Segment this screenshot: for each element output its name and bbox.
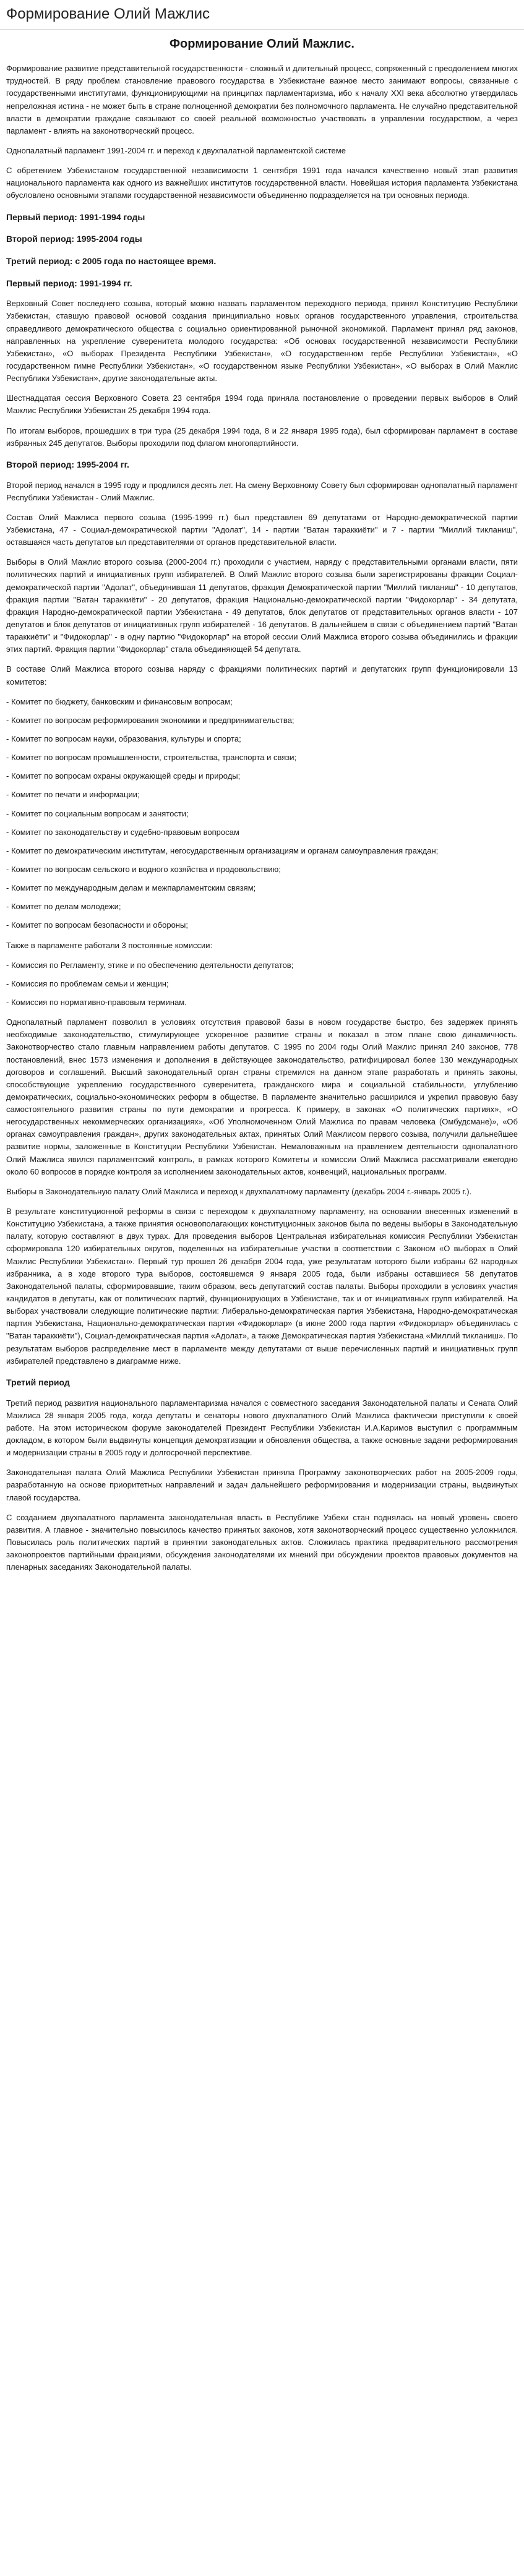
paragraph: Однопалатный парламент позволил в условиях отсутствия правовой базы в новом государстве быстро, без задержек принять необходимые законодательство, стимулирующее ускоренное развитие страны и показал в этом плане свою динамичность. Законотворчество стало главным направлением работы депутатов. С 1995 по 2004 годы Олий Мажлис принял 240 законов, 778 постановлений, внес 1573 изменения и дополнения в действующее законодательство, ратифицировал более 130 международных договоров и соглашений. Высший законодательный орган страны стремился на данном этапе разработать и принять законы, способствующие укреплению государственного суверенитета, гражданского мира и социальной стабильности, углублению демократических, социально-экономических реформ в обществе. В парламенте значительно расширился и укрепил правовую базу самостоятельного развития страны по пути демократии и прогресса. К примеру, в законах «О политических партиях», «О негосударственных некоммерческих организациях», «Об Уполномоченном Олий Мажлиса по правам человека (Омбудсмане)», «Об органах самоуправления граждан», других законодательных актах, принятых Олий Мажлисом первого созыва, получили дальнейшее развитие нормы, заложенные в Конституции Республики Узбекистан. Немаловажным на правлением деятельности однопалатного Олий Мажлиса явился парламентский контроль, в рамках которого Комитеты и комиссии Олий Мажлиса рассматривали ежегодно около 60 вопросов в порядке контроля за исполнением законодательных актов, конвенций, национальных программ.: [6, 1017, 518, 1176]
period-overview-heading: Третий период: с 2005 года по настоящее время.: [6, 255, 217, 266]
committee-item: - Комитет по вопросам промышленности, строительства, транспорта и связи;: [6, 753, 297, 763]
intro-paragraph: С обретением Узбекистаном государственной независимости 1 сентября 1991 года начался качественно новый этап развития национального парламента как одного из важнейших институтов государственной власти. Новейшая история парламента Узбекистана обусловлено основными этапами государственной независимости объединенно подразделяется на три основных периода.: [6, 166, 518, 200]
period-three-paragraph: Законодательная палата Олий Мажлиса Республики Узбекистан приняла Программу законотворческих работ на 2005-2009 годы, разработанную на основе приоритетных направлений и задач дальнейшего реформирования и модернизации страны, выдвинутых главой государства.: [6, 1468, 518, 1502]
committee-item: - Комитет по вопросам науки, образования, культуры и спорта;: [6, 734, 241, 743]
committee-item: - Комитет по вопросам реформирования экономики и предпринимательства;: [6, 715, 294, 725]
period-three-paragraph: С созданием двухпалатного парламента законодательная власть в Республике Узбеки стан поднялась на новый уровень своего развития. А главное - значительно повысилось качество принятых законов, хотя законотворческий процесс существенно усложнился. Повысилась роль политических партий в принятии законодательных актов. Сложилась практика предварительного рассмотрения законопроектов партийными фракциями, обсуждения законодателями их мнений при обсуждении проектов правовых документов на пленарных заседаниях Законодательной палаты.: [6, 1512, 518, 1572]
period-two-heading: Второй период: 1995-2004 гг.: [6, 459, 129, 469]
commission-list: [6, 959, 518, 1009]
period-two-paragraph: Второй период начался в 1995 году и продлился десять лет. На смену Верховному Совету был сформирован однопалатный парламент Республики Узбекистан - Олий Мажлис.: [6, 480, 518, 502]
committee-item: - Комитет по социальным вопросам и занятости;: [6, 808, 189, 818]
committee-item: - Комитет по печати и информации;: [6, 790, 140, 800]
committee-list: [6, 696, 518, 932]
period-one-paragraph: По итогам выборов, прошедших в три тура (25 декабря 1994 года, 8 и 22 января 1995 года), был сформирован парламент в составе избранных 245 депутатов. Выборы проходили под флагом многопартийности.: [6, 426, 518, 448]
committee-item: - Комитет по бюджету, банковским и финансовым вопросам;: [6, 696, 233, 706]
period-overview-heading: Первый период: 1991-1994 годы: [6, 212, 145, 222]
period-one-paragraph: Шестнадцатая сессия Верховного Совета 23 сентября 1994 года приняла постановление о проведении первых выборов в Олий Мажлис Республики Узбекистан 25 декабря 1994 года.: [6, 393, 518, 416]
paragraph: Выборы в Законодательную палату Олий Мажлиса и переход к двухпалатному парламенту (декабрь 2004 г.-январь 2005 г.).: [6, 1186, 472, 1196]
article-heading: Формирование Олий Мажлис.: [169, 37, 354, 51]
page-title: Формирование Олий Мажлис: [6, 6, 210, 22]
period-two-paragraph: Выборы в Олий Мажлис второго созыва (2000-2004 гг.) проходили с участием, наряду с представительными органами власти, пяти политических партий и инициативных групп избирателей. В Олий Мажлис второго созыва были зарегистрированы фракции Социал-демократической партии "Адолат", объединившая 11 депутатов, фракция Демократической партии "Миллий тикланиш" - 10 депутатов, фракция партии "Ватан тараккиёти" - 20 депутатов, фракция Национально-демократической партии "Фидокорлар" - 34 депутата, фракция Народно-демократической партии Узбекистана - 49 депутатов, блок депутатов от представительных органов власти - 107 депутатов и блок депутатов от инициативных групп избирателей - 16 депутатов. В дальнейшем в связи с объединением партий "Ватан тараккиёти" и "Фидокорлар" - в одну партию "Фидокорлар" на второй сессии Олий Мажлиса второго созыва объединились и фракции этих партий. Фракция партии "Фидокорлар" стала объединяющей 54 депутата.: [6, 557, 518, 654]
period-overview-heading: Второй период: 1995-2004 годы: [6, 234, 142, 244]
committee-item: - Комитет по законодательству и судебно-правовым вопросам: [6, 827, 239, 837]
committee-item: - Комитет по вопросам безопасности и обороны;: [6, 920, 188, 930]
article-body: [0, 35, 524, 1573]
commission-item: - Комиссия по проблемам семьи и женщин;: [6, 978, 169, 988]
committee-item: - Комитет по вопросам охраны окружающей среды и природы;: [6, 771, 241, 781]
commissions-intro: Также в парламенте работали 3 постоянные комиссии:: [6, 940, 213, 950]
commission-item: - Комиссия по нормативно-правовым терминам.: [6, 997, 187, 1007]
period-three-heading: Третий период: [6, 1377, 70, 1387]
period-one-paragraph: Верховный Совет последнего созыва, который можно назвать парламентом переходного периода, принял Конституцию Республики Узбекистан, ставшую правовой основой создания принципиально новых органов государственного управления, строительства справедливого демократического общества с социально ориентированной рыночной экономикой. Парламент принял ряд законов, направленных на укрепление суверенитета молодого государства: «Об основах государственной независимости Республики Узбекистан», «О выборах Президента Республики Узбекистан», «О государственном гербе Республики Узбекистан», «О государственном гимне Республики Узбекистан», «О государственном языке Республики Узбекистан», «О выборах в Олий Мажлис Республики Узбекистан», другие законодательные акты.: [6, 299, 518, 383]
period-two-paragraph: Состав Олий Мажлиса первого созыва (1995-1999 гг.) был представлен 69 депутатами от Народно-демократической партии Узбекистана, 47 - Социал-демократической партии "Адолат", 14 - партии "Ватан тараккиёти" и 7 - партии "Миллий тикланиш", оставшаяся часть депутатов ыл представителями от органов представительной власти.: [6, 512, 518, 547]
committee-item: - Комитет по демократическим институтам, негосударственным организациям и органам самоуправления граждан;: [6, 845, 439, 855]
page-header: [0, 0, 524, 30]
paragraph: В результате конституционной реформы в связи с переходом к двухпалатному парламенту, на основании внесенных изменений в Конституцию Узбекистана, а также принятия основополагающих конституционных законов была по ведены выборы в Законодательную палату, которую составляют в двух турах. Для проведения выборов Центральная избирательная комиссия Республики Узбекистан сформировала 120 избирательных округов, поделенных на избирательные участки в соответствии с Законом «О выборах в Олий Мажлис Республики Узбекистан». Первый тур прошел 26 декабря 2004 года, уже результатам которого были избраны 62 народных избранника, а в ходе второго тура выборов, состоявшемся 9 января 2005 года, были избраны оставшиеся 58 депутатов Законодательной палаты, сформировавшие, таким образом, весь депутатский состав палаты. Выборы проходили в условиях участия кандидатов в депутаты, как от политических партий, функционирующих в Узбекистане, так и от инициативных групп избирателей. На выборах участвовали следующие политические партии: Либерально-демократическая партия Узбекистана, Народно-демократическая партия Узбекистана, Национально-демократическая партия «Фидокорлар» (в июне 2000 года партия «Фидокорлар» объединилась с "Ватан тараккиёти"), Социал-демократическая партия «Адолат», а также Демократическая партия Узбекистана «Миллий тикланиш». По результатам выборов распределение мест в парламенте между депутатами от выше перечисленных партий и инициативных групп избирателей представлено в диаграмме ниже.: [6, 1207, 518, 1366]
period-one-heading: Первый период: 1991-1994 гг.: [6, 278, 132, 288]
committee-item: - Комитет по вопросам сельского и водного хозяйства и продовольствию;: [6, 864, 281, 874]
committee-item: - Комитет по делам молодежи;: [6, 902, 121, 912]
committee-item: - Комитет по международным делам и межпарламентским связям;: [6, 883, 256, 893]
period-three-paragraph: Третий период развития национального парламентаризма начался с совместного заседания Законодательной палаты и Сената Олий Мажлиса 28 января 2005 года, когда депутаты и сенаторы нового двухпалатного Олий Мажлиса фактически приступили к своей работе. На этом историческом форуме законодателей Президент Республики Узбекистан И.А.Каримов выступил с программным докладом, в котором были выдвинуты концепция демократизации и обновления общества, а также основные задачи реформирования и модернизации страны в 2005 году и долгосрочной перспективе.: [6, 1398, 518, 1458]
intro-paragraph: Однопалатный парламент 1991-2004 гг. и переход к двухпалатной парламентской системе: [6, 146, 346, 156]
period-two-paragraph: В составе Олий Мажлиса второго созыва наряду с фракциями политических партий и депутатских групп функционировали 13 комитетов:: [6, 664, 518, 687]
commission-item: - Комиссия по Регламенту, этике и по обеспечению деятельности депутатов;: [6, 960, 294, 970]
intro-paragraph: Формирование развитие представительной государственности - сложный и длительный процесс, сопряженный с преодолением многих трудностей. В ряду проблем становление правового государства в Узбекистане важное место занимают вопросы, связанные с государственными институтами, функционирующими на принципах парламентаризма, ибо к началу XXI века абсолютно утвердилась непреложная истина - не может быть в стране полноценной демократии без полномочного парламента. Не случайно представительной власти в демократии граждане связывают со своей реальной возможностью участвовать в управлении государством, а через парламент - влиять на законотворческий процесс.: [6, 64, 518, 135]
